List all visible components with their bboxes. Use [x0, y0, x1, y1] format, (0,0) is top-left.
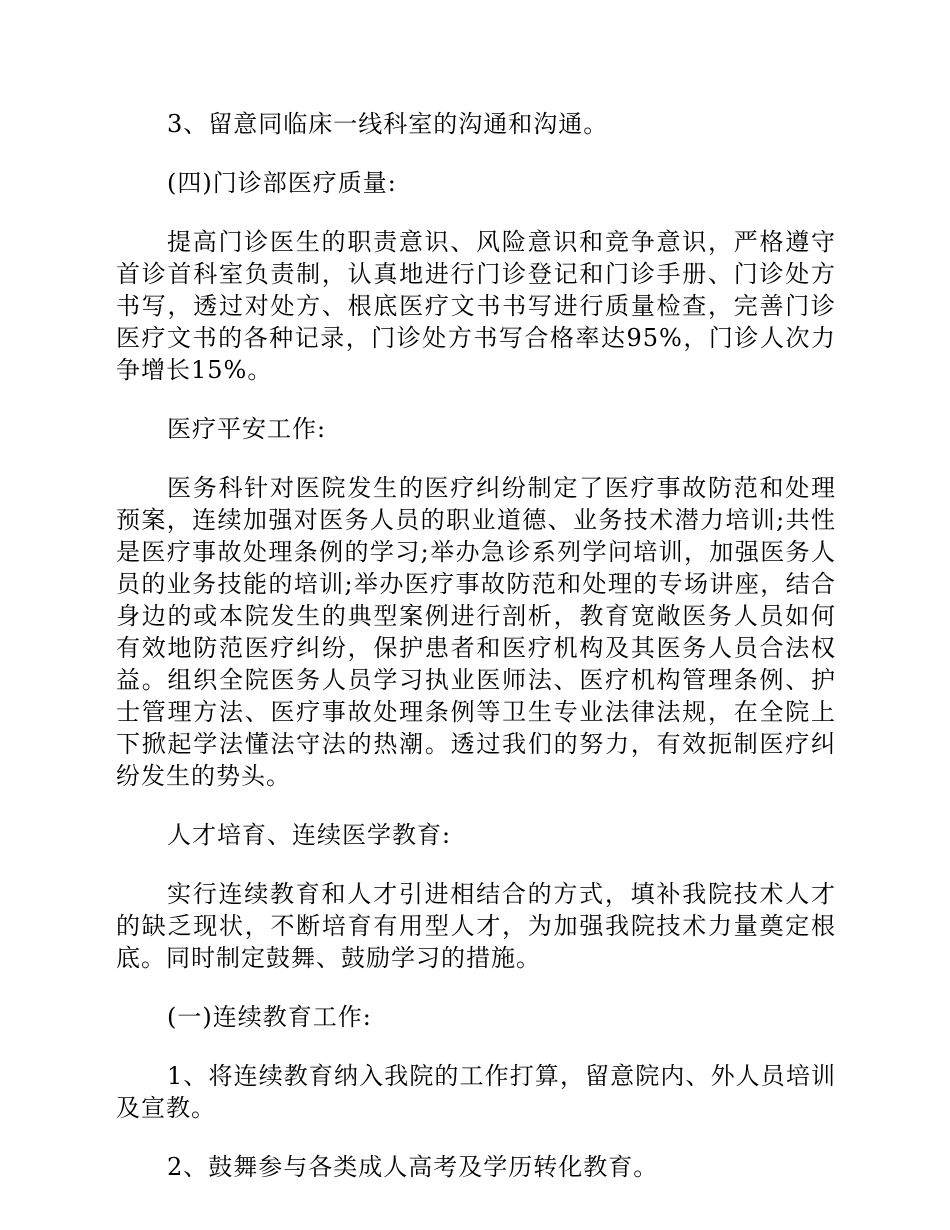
paragraph-talent-education: 实行连续教育和人才引进相结合的方式，填补我院技术人才的缺乏现状，不断培育有用型人才，为加强我院技术力量奠定根底。同时制定鼓舞、鼓励学习的措施。	[116, 880, 836, 972]
paragraph-item-3: 3、留意同临床一线科室的沟通和沟通。	[167, 110, 609, 138]
paragraph-item-2: 2、鼓舞参与各类成人高考及学历转化教育。	[167, 1153, 659, 1181]
section-heading-talent-education: 人才培育、连续医学教育:	[167, 821, 452, 849]
paragraph-item-1: 1、将连续教育纳入我院的工作打算，留意院内、外人员培训及宣教。	[116, 1062, 836, 1122]
section-heading-continuing-education: (一)连续教育工作:	[167, 1003, 372, 1031]
section-heading-outpatient-quality: (四)门诊部医疗质量:	[167, 169, 397, 197]
paragraph-outpatient-quality: 提高门诊医生的职责意识、风险意识和竞争意识，严格遵守首诊首科室负责制，认真地进行门诊登记和门诊手册、门诊处方书写，透过对处方、根底医疗文书书写进行质量检查，完善门诊医疗文书的各种记录，门诊处方书写合格率达95%，门诊人次力争增长15%。	[116, 228, 836, 384]
paragraph-medical-safety: 医务科针对医院发生的医疗纠纷制定了医疗事故防范和处理预案，连续加强对医务人员的职业道德、业务技术潜力培训;共性是医疗事故处理条例的学习;举办急诊系列学问培训，加强医务人员的业务技能的培训;举办医疗事故防范和处理的专场讲座，结合身边的或本院发生的典型案例进行剖析，教育宽敞医务人员如何有效地防范医疗纠纷，保护患者和医疗机构及其医务人员合法权益。组织全院医务人员学习执业医师法、医疗机构管理条例、护士管理方法、医疗事故处理条例等卫生专业法律法规，在全院上下掀起学法懂法守法的热潮。透过我们的努力，有效扼制医疗纠纷发生的势头。	[116, 474, 836, 790]
section-heading-medical-safety: 医疗平安工作:	[167, 415, 327, 443]
document-body	[116, 108, 836, 1210]
